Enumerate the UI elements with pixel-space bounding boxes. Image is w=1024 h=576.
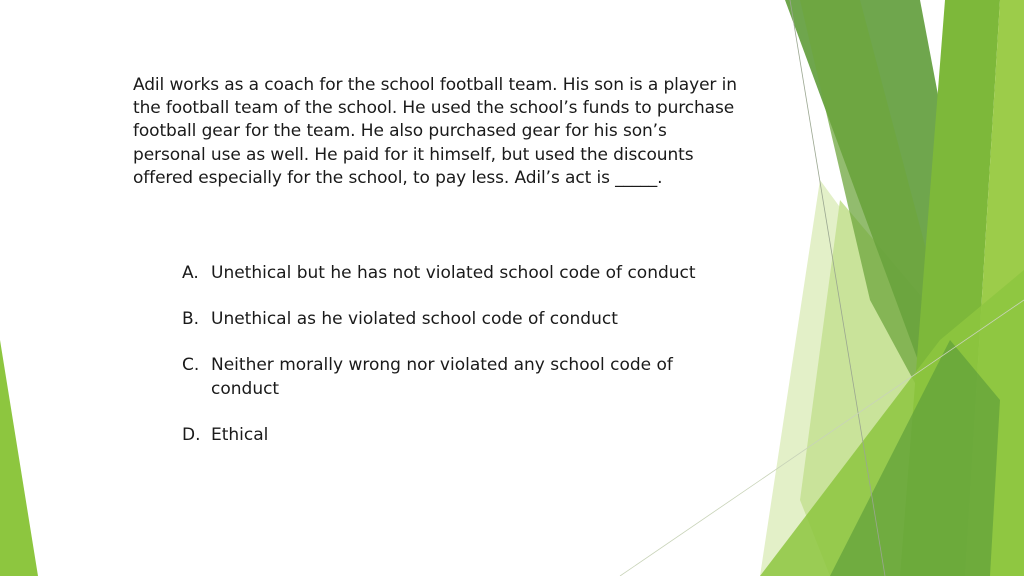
option-d[interactable] xyxy=(182,424,722,447)
option-letter: C. xyxy=(182,355,200,376)
question-text: Adil works as a coach for the school football team. His son is a player in the football team of the school. He used the school’s funds to purchase football gear for the team. He also purchased gear for his son’s personal use as well. He paid for it himself, but used the discounts offered especially for the school, to pay less. Adil’s act is _____. xyxy=(133,75,737,188)
answer-options xyxy=(182,262,722,470)
option-text: Unethical as he violated school code of conduct xyxy=(211,309,618,330)
option-text: Neither morally wrong nor violated any school code of conduct xyxy=(211,355,673,399)
option-c[interactable] xyxy=(182,354,722,400)
option-text: Unethical but he has not violated school code of conduct xyxy=(211,263,696,283)
option-text: Ethical xyxy=(211,424,269,445)
option-letter: B. xyxy=(182,309,200,330)
option-b[interactable] xyxy=(182,308,722,331)
left-green-sliver xyxy=(0,340,38,576)
option-letter: A. xyxy=(182,263,199,283)
option-a[interactable] xyxy=(182,262,722,285)
option-letter: D. xyxy=(182,424,201,445)
